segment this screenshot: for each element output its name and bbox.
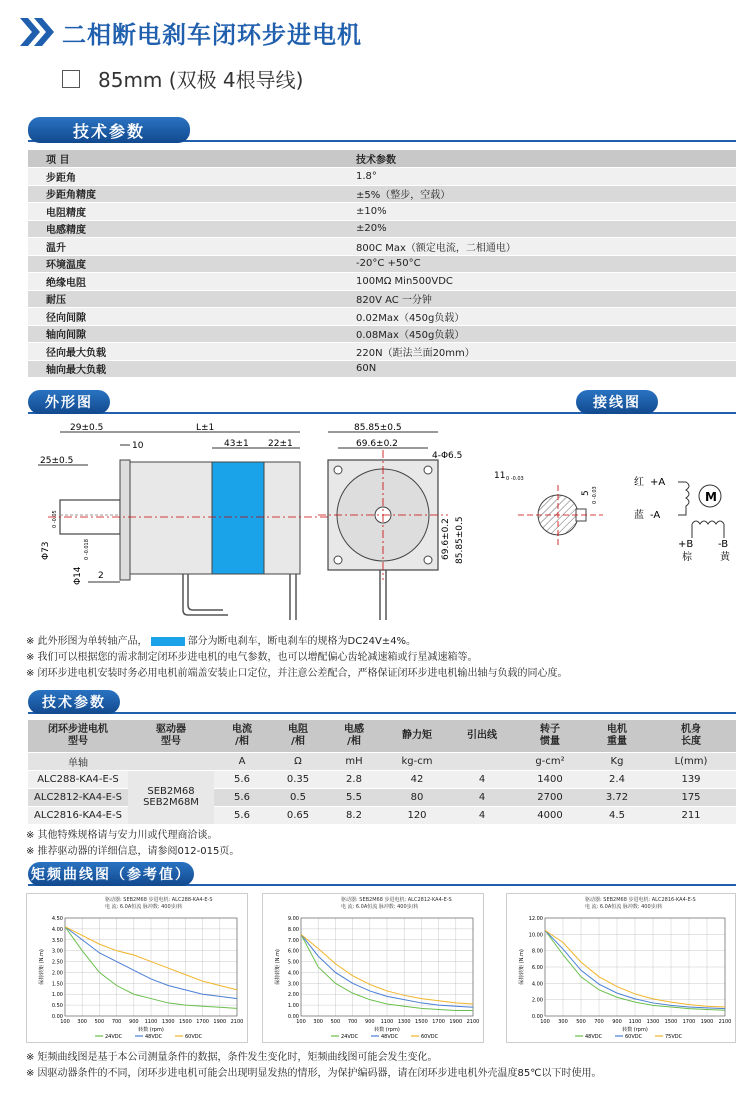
dim-85-85-vertical: 85.85±0.5	[455, 516, 465, 564]
x-axis-label: 转数 (rpm)	[622, 1027, 648, 1033]
section-tab-torque-curve: 矩频曲线图（参考值）	[28, 862, 194, 886]
spec-unit-cell: A	[214, 752, 270, 770]
spec-header-cell	[270, 720, 326, 752]
dim-85-85: 85.85±0.5	[354, 423, 402, 433]
param-value: 820V AC 一分钟	[338, 290, 736, 308]
dim-73: Φ73	[41, 541, 51, 560]
dim-25: 25±0.5	[40, 456, 74, 466]
x-tick-label: 700	[347, 1019, 358, 1025]
spec-cell: 0.35	[270, 770, 326, 788]
spec-header-line1: 机身	[681, 723, 701, 735]
spec-header-line2: /相	[235, 735, 249, 747]
spec-cell: 175	[646, 788, 736, 806]
spec-header-line1: 静力矩	[402, 729, 432, 741]
x-tick-label: 1100	[144, 1019, 158, 1025]
spec-cell: ALC288-KA4-E-S	[28, 770, 128, 788]
notes-curve	[26, 1050, 602, 1082]
spec-cell: 139	[646, 770, 736, 788]
wire-yellow-label: 黄	[720, 552, 730, 563]
spec-cell: 4000	[512, 806, 588, 824]
spec-cell: 3.72	[588, 788, 646, 806]
x-tick-label: 900	[129, 1019, 139, 1025]
dim-29: 29±0.5	[70, 423, 104, 433]
params-row	[28, 273, 736, 291]
y-tick-label: 8.00	[531, 948, 543, 955]
note-1	[26, 634, 568, 650]
driver-model-b: SEB2M68M	[143, 797, 199, 808]
x-tick-label: 1500	[664, 1019, 678, 1025]
spec-cell: 8.2	[326, 806, 382, 824]
x-axis-label: 转数 (rpm)	[138, 1027, 164, 1033]
dim-22: 22±1	[268, 439, 293, 449]
y-tick-label: 2.00	[287, 992, 299, 999]
param-key: 步距角精度	[28, 185, 338, 203]
spec-cell: 120	[382, 806, 452, 824]
params-row	[28, 325, 736, 343]
x-tick-label: 700	[594, 1019, 604, 1025]
spec-header-line2: /相	[347, 735, 361, 747]
x-tick-label: 2100	[230, 1019, 244, 1025]
spec-cell: 0.5	[270, 788, 326, 806]
section-tab-tech-params: 技术参数	[28, 117, 190, 143]
x-tick-label: 1900	[449, 1019, 463, 1025]
x-tick-label: 300	[77, 1019, 87, 1025]
spec-header-cell	[214, 720, 270, 752]
spec-unit-cell: Kg	[588, 752, 646, 770]
spec-driver-cell	[128, 770, 214, 824]
spec-header-line1: 转子	[540, 723, 560, 735]
y-tick-label: 2.00	[531, 997, 543, 1004]
subtitle	[62, 64, 303, 93]
driver-model-a: SEB2M68	[147, 786, 195, 797]
legend-label: 48VDC	[585, 1034, 603, 1040]
legend-label: 48VDC	[381, 1034, 399, 1040]
param-value: 0.08Max（450g负载）	[338, 325, 736, 343]
x-tick-label: 1900	[213, 1019, 227, 1025]
page-title: 二相断电刹车闭环步进电机	[62, 20, 362, 49]
params-row	[28, 290, 736, 308]
side-view	[38, 423, 328, 620]
chart-header-line1: 驱动器: SEB2M68 步进电机: ALC288-KA4-E-S	[105, 897, 213, 903]
param-value: 100MΩ Min500VDC	[338, 273, 736, 291]
params-row	[28, 238, 736, 256]
spec-cell: 2.8	[326, 770, 382, 788]
param-value: ±5%（整步，空载）	[338, 185, 736, 203]
subtitle-text: 85mm (双极 4根导线)	[98, 68, 304, 92]
param-key: 轴向间隙	[28, 325, 338, 343]
y-tick-label: 3.00	[287, 981, 299, 988]
notes-outline	[26, 634, 568, 682]
y-tick-label: 2.50	[51, 959, 63, 966]
spec-header-cell	[588, 720, 646, 752]
spec-header-line2: 重量	[607, 735, 627, 747]
legend-label: 60VDC	[421, 1034, 439, 1040]
param-key: 径向最大负载	[28, 343, 338, 361]
spec-header-cell	[28, 720, 128, 752]
spec-header-line1: 电阻	[288, 723, 308, 735]
param-value: 800C Max（额定电流，二相通电）	[338, 238, 736, 256]
spec-cell: 211	[646, 806, 736, 824]
spec-cell: 0.65	[270, 806, 326, 824]
params-row	[28, 168, 736, 186]
x-tick-label: 500	[576, 1019, 586, 1025]
dim-L: L±1	[196, 423, 215, 433]
spec-header-cell	[452, 720, 512, 752]
wire-blue-label: 蓝	[634, 510, 644, 521]
brake-legend-swatch	[151, 637, 185, 646]
param-key: 绝缘电阻	[28, 273, 338, 291]
front-view	[318, 423, 465, 620]
spec-header-cell	[128, 720, 214, 752]
spec-header-line1: 电机	[607, 723, 627, 735]
spec-table	[28, 720, 736, 825]
chart-header-line2: 电 流: 6.0A恒流 脉冲数: 400步/转	[585, 904, 663, 910]
y-tick-label: 0.50	[51, 1003, 63, 1010]
x-tick-label: 1100	[380, 1019, 394, 1025]
y-tick-label: 3.50	[51, 937, 63, 944]
dim-43: 43±1	[224, 439, 249, 449]
y-tick-label: 7.00	[287, 937, 299, 944]
y-tick-label: 12.00	[528, 916, 543, 922]
chart-svg	[507, 894, 735, 1044]
spec-header-line1: 引出线	[467, 729, 497, 741]
y-tick-label: 1.00	[287, 1003, 299, 1010]
x-tick-label: 300	[313, 1019, 323, 1025]
y-axis-label: 保持转矩 (N.m)	[275, 949, 281, 985]
y-tick-label: 3.00	[51, 948, 63, 955]
note-1b: 部分为断电刹车，断电刹车的规格为DC24V±4%。	[187, 636, 417, 647]
torque-chart-3	[506, 893, 736, 1043]
params-row	[28, 343, 736, 361]
wiring-diagram	[634, 476, 731, 563]
legend-label: 24VDC	[105, 1034, 123, 1040]
checkbox-icon	[62, 70, 80, 88]
note-2: ※ 我们可以根据您的需求制定闭环步进电机的电气参数，也可以增配偏心齿轮减速箱或行星减速箱等。	[26, 652, 478, 663]
y-tick-label: 4.00	[531, 981, 543, 988]
spec-header-cell	[326, 720, 382, 752]
param-value: 技术参数	[338, 150, 736, 168]
spec-header-line2: /相	[291, 735, 305, 747]
shaft-section	[494, 471, 603, 545]
note-special: ※ 其他特殊规格请与安力川或代理商洽谈。	[26, 830, 218, 841]
y-tick-label: 4.50	[51, 916, 63, 922]
y-tick-label: 4.00	[51, 926, 63, 933]
dim-5: 5	[581, 490, 591, 496]
torque-chart-1	[26, 893, 248, 1043]
x-tick-label: 1100	[628, 1019, 642, 1025]
x-tick-label: 500	[94, 1019, 105, 1025]
chart-svg	[27, 894, 247, 1044]
spec-cell: 4	[452, 788, 512, 806]
spec-cell: 5.5	[326, 788, 382, 806]
spec-header-line2: 型号	[161, 735, 181, 747]
params-row	[28, 203, 736, 221]
title-bar	[18, 14, 362, 50]
x-tick-label: 1500	[179, 1019, 192, 1025]
chart-header-line1: 驱动器: SEB2M68 步进电机: ALC2812-KA4-E-S	[341, 897, 452, 903]
spec-unit-cell	[452, 752, 512, 770]
legend-label: 24VDC	[341, 1034, 359, 1040]
spec-cell: ALC2816-KA4-E-S	[28, 806, 128, 824]
note-3: ※ 闭环步进电机安装时务必用电机前端盖安装止口定位，并注意公差配合，严格保证闭环步进电机输出轴与负载的同心度。	[26, 668, 568, 679]
spec-cell: 42	[382, 770, 452, 788]
chart-header-line2: 电 流: 6.0A恒流 脉冲数: 400步/转	[341, 904, 419, 910]
wire-brown-label: 棕	[682, 552, 692, 563]
spec-header-line1: 闭环步进电机	[48, 723, 108, 735]
y-tick-label: 0.00	[51, 1014, 63, 1020]
x-tick-label: 2100	[718, 1019, 732, 1025]
x-tick-label: 1300	[397, 1019, 411, 1025]
x-tick-label: 900	[365, 1019, 375, 1025]
dim-10: 10	[132, 441, 144, 451]
spec-header-line1: 驱动器	[156, 723, 186, 735]
x-tick-label: 1300	[646, 1019, 660, 1025]
x-tick-label: 1500	[415, 1019, 428, 1025]
chart-svg	[263, 894, 483, 1044]
double-chevron-icon	[18, 14, 58, 50]
wire-ap-label: +A	[650, 477, 666, 488]
y-tick-label: 5.00	[287, 959, 299, 966]
dim-11: 11	[494, 471, 506, 481]
dim-2: 2	[98, 571, 104, 581]
y-tick-label: 10.00	[528, 932, 543, 939]
y-tick-label: 1.50	[51, 981, 63, 988]
motor-symbol: M	[705, 490, 717, 504]
note-curve-1: ※ 矩频曲线图是基于本公司测量条件的数据，条件发生变化时，矩频曲线图可能会发生变化。	[26, 1052, 438, 1063]
y-tick-label: 6.00	[531, 965, 543, 971]
x-tick-label: 900	[612, 1019, 622, 1025]
y-tick-label: 2.00	[51, 970, 63, 977]
chart-header-line2: 电 流: 6.0A恒流 脉冲数: 400步/转	[105, 904, 183, 910]
spec-cell: 5.6	[214, 806, 270, 824]
legend-label: 75VDC	[665, 1034, 683, 1040]
x-tick-label: 1300	[161, 1019, 175, 1025]
y-tick-label: 0.00	[531, 1014, 543, 1020]
x-tick-label: 100	[60, 1019, 70, 1025]
spec-header-line1: 电感	[344, 723, 364, 735]
spec-cell: 4	[452, 770, 512, 788]
param-value: 60N	[338, 360, 736, 378]
y-tick-label: 6.00	[287, 948, 299, 955]
y-tick-label: 8.00	[287, 926, 299, 933]
param-key: 耐压	[28, 290, 338, 308]
spec-header-cell	[646, 720, 736, 752]
dim-4-6-5: 4-Φ6.5	[432, 451, 463, 461]
legend-label: 48VDC	[145, 1034, 163, 1040]
params-row	[28, 255, 736, 273]
param-key: 径向间隙	[28, 308, 338, 326]
dim-14: Φ14	[73, 566, 83, 585]
param-key: 项 目	[28, 150, 338, 168]
param-key: 温升	[28, 238, 338, 256]
spec-header-line1: 电流	[232, 723, 252, 735]
section-tab-wiring: 接线图	[576, 390, 658, 414]
x-tick-label: 2100	[466, 1019, 480, 1025]
param-value: -20°C +50°C	[338, 255, 736, 273]
param-key: 电阻精度	[28, 203, 338, 221]
spec-cell: 4	[452, 806, 512, 824]
x-tick-label: 1900	[700, 1019, 714, 1025]
param-key: 环境温度	[28, 255, 338, 273]
x-tick-label: 100	[296, 1019, 306, 1025]
spec-header-line2: 型号	[68, 735, 88, 747]
params-row	[28, 360, 736, 378]
spec-cell: 5.6	[214, 770, 270, 788]
spec-unit-cell: 单轴	[28, 752, 128, 770]
params-row	[28, 220, 736, 238]
y-tick-label: 1.00	[51, 992, 63, 999]
x-tick-label: 100	[540, 1019, 550, 1025]
x-axis-label: 转数 (rpm)	[374, 1027, 400, 1033]
params-row	[28, 308, 736, 326]
spec-header-cell	[512, 720, 588, 752]
note-curve-2: ※ 因驱动器条件的不同，闭环步进电机可能会出现明显发热的情形，为保护编码器，请在闭环步进电机外壳温度85℃以下时使用。	[26, 1068, 602, 1079]
x-tick-label: 300	[558, 1019, 568, 1025]
spec-header-line2: 惯量	[540, 735, 560, 747]
params-table	[28, 150, 736, 378]
spec-unit-cell: mH	[326, 752, 382, 770]
outline-drawing	[28, 420, 740, 630]
spec-cell: 2700	[512, 788, 588, 806]
spec-cell: 1400	[512, 770, 588, 788]
y-axis-label: 保持转矩 (N.m)	[39, 949, 45, 985]
dim-14-tol: 0 -0.018	[84, 539, 90, 560]
param-key: 电感精度	[28, 220, 338, 238]
x-tick-label: 1700	[682, 1019, 696, 1025]
wire-am-label: -A	[650, 510, 661, 521]
wire-bm-label: -B	[718, 539, 729, 550]
param-key: 步距角	[28, 168, 338, 186]
param-value: 1.8°	[338, 168, 736, 186]
y-axis-label: 保持转矩 (N.m)	[519, 949, 525, 985]
dim-5-tol: 0 -0.03	[592, 486, 598, 504]
dim-73-tol: 0 -0.05	[52, 510, 58, 528]
spec-header-line2: 长度	[681, 735, 701, 747]
param-key: 轴向最大负载	[28, 360, 338, 378]
section-divider	[28, 712, 736, 714]
wire-bp-label: +B	[678, 539, 694, 550]
legend-label: 60VDC	[185, 1034, 203, 1040]
spec-cell: 2.4	[588, 770, 646, 788]
x-tick-label: 500	[330, 1019, 341, 1025]
legend-label: 60VDC	[625, 1034, 643, 1040]
spec-cell: 4.5	[588, 806, 646, 824]
param-value: ±20%	[338, 220, 736, 238]
spec-unit-cell: kg-cm	[382, 752, 452, 770]
brake-section	[212, 462, 264, 574]
notes-spec	[26, 828, 239, 860]
spec-header-row	[28, 720, 736, 752]
note-driver-ref: ※ 推荐驱动器的详细信息，请参阅012-015页。	[26, 846, 240, 857]
table-row	[28, 770, 736, 788]
wire-red-label: 红	[634, 477, 644, 488]
spec-cell: ALC2812-KA4-E-S	[28, 788, 128, 806]
spec-unit-cell	[128, 752, 214, 770]
dim-69-6-vertical: 69.6±0.2	[441, 518, 451, 560]
torque-chart-2	[262, 893, 484, 1043]
chart-header-line1: 驱动器: SEB2M68 步进电机: ALC2816-KA4-E-S	[585, 897, 696, 903]
dim-69-6: 69.6±0.2	[356, 439, 398, 449]
param-value: 0.02Max（450g负载）	[338, 308, 736, 326]
param-value: 220N（距法兰面20mm）	[338, 343, 736, 361]
spec-cell: 80	[382, 788, 452, 806]
section-tab-tech-params-2: 技术参数	[28, 690, 120, 714]
dim-11-tol: 0 -0.03	[506, 476, 524, 482]
y-tick-label: 0.00	[287, 1014, 299, 1020]
y-tick-label: 9.00	[287, 916, 299, 922]
params-row	[28, 150, 736, 168]
spec-cell: 5.6	[214, 788, 270, 806]
x-tick-label: 700	[111, 1019, 122, 1025]
param-value: ±10%	[338, 203, 736, 221]
note-1a: ※ 此外形图为单转轴产品，	[26, 636, 148, 647]
y-tick-label: 4.00	[287, 970, 299, 977]
section-tab-outline: 外形图	[28, 390, 110, 414]
params-row	[28, 185, 736, 203]
spec-header-cell	[382, 720, 452, 752]
spec-unit-cell: L(mm)	[646, 752, 736, 770]
spec-unit-cell: g-cm²	[512, 752, 588, 770]
x-tick-label: 1700	[196, 1019, 209, 1025]
x-tick-label: 1700	[432, 1019, 445, 1025]
spec-unit-cell: Ω	[270, 752, 326, 770]
spec-unit-row	[28, 752, 736, 770]
